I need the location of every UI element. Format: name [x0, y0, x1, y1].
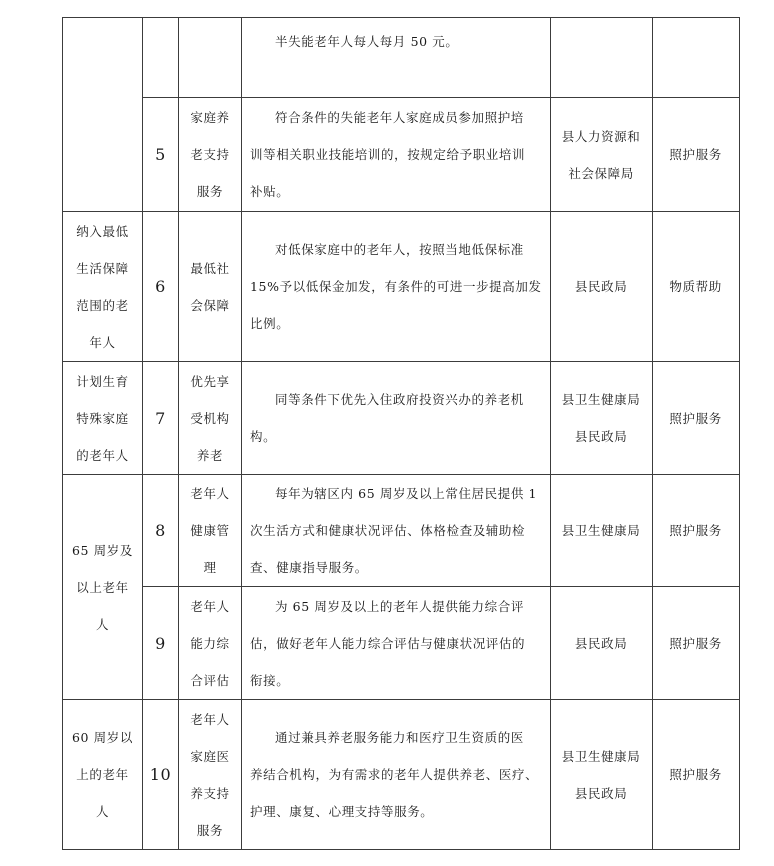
number-cell: 5	[143, 98, 179, 212]
item-line: 受机构	[190, 410, 230, 426]
department-line: 社会保障局	[568, 165, 634, 181]
group-line: 范围的老	[76, 297, 129, 313]
item-cell	[179, 475, 242, 587]
description-cell	[242, 18, 551, 98]
item-line: 服务	[196, 822, 224, 838]
description-cell	[242, 98, 551, 212]
description-line: 符合条件的失能老年人家庭成员参加照护培	[275, 110, 524, 125]
description-line: 通过兼具养老服务能力和医疗卫生资质的医	[275, 730, 524, 745]
description-line: 护理、康复、心理支持等服务。	[250, 804, 434, 819]
group-line: 上的老年	[76, 767, 129, 782]
item-line: 理	[203, 560, 217, 575]
service-type-cell: 照护服务	[652, 362, 739, 475]
group-line: 人	[95, 804, 110, 819]
department-cell	[550, 98, 652, 212]
department-line: 县卫生健康局	[561, 523, 641, 538]
group-cell	[63, 212, 143, 362]
group-line: 65 周岁及	[72, 542, 133, 558]
table-row	[63, 587, 740, 700]
department-line: 县卫生健康局	[561, 392, 641, 407]
department-line: 县民政局	[574, 429, 628, 444]
group-cell	[63, 700, 143, 850]
description-line: 构。	[250, 429, 277, 444]
description-line: 半失能老年人每人每月 50 元。	[275, 34, 459, 49]
item-cell	[179, 18, 242, 98]
department-cell	[550, 362, 652, 475]
item-cell	[179, 212, 242, 362]
description-cell	[242, 700, 551, 850]
table-row	[63, 475, 740, 587]
number-cell	[143, 18, 179, 98]
service-type-cell: 照护服务	[652, 98, 739, 212]
department-cell	[550, 700, 652, 850]
group-line: 生活保障	[76, 260, 129, 276]
number-cell: 10	[143, 700, 179, 850]
department-line: 县民政局	[574, 279, 628, 294]
description-cell	[242, 212, 551, 362]
service-type-cell: 照护服务	[652, 587, 739, 700]
group-line: 特殊家庭	[76, 410, 129, 426]
department-cell	[550, 18, 652, 98]
item-cell	[179, 587, 242, 700]
service-type-cell: 照护服务	[652, 475, 739, 587]
department-cell	[550, 475, 652, 587]
description-line: 估，做好老年人能力综合评估与健康状况评估的	[250, 635, 526, 651]
item-line: 养老	[196, 447, 224, 463]
description-line: 比例。	[250, 316, 290, 331]
description-line: 查、健康指导服务。	[250, 560, 368, 575]
description-line: 养结合机构，为有需求的老年人提供养老、医疗、	[250, 767, 539, 782]
description-cell	[242, 362, 551, 475]
table-row	[63, 362, 740, 475]
item-line: 服务	[196, 184, 224, 199]
item-line: 能力综	[190, 635, 230, 651]
group-cell	[63, 18, 143, 212]
description-line: 次生活方式和健康状况评估、体格检查及辅助检	[250, 523, 526, 538]
description-line: 为 65 周岁及以上的老年人提供能力综合评	[275, 598, 524, 614]
number-cell: 7	[143, 362, 179, 475]
number-cell: 8	[143, 475, 179, 587]
table-row	[63, 700, 740, 850]
description-line: 补贴。	[250, 184, 290, 199]
item-line: 老支持	[190, 147, 230, 162]
item-cell	[179, 700, 242, 850]
service-type-cell	[652, 18, 739, 98]
group-line: 的老年人	[76, 447, 129, 463]
item-line: 最低社	[190, 260, 230, 276]
service-type-cell: 物质帮助	[652, 212, 739, 362]
department-line: 县民政局	[574, 785, 628, 801]
item-cell	[179, 98, 242, 212]
group-line: 计划生育	[76, 373, 129, 389]
item-line: 老年人	[190, 598, 230, 614]
description-line: 每年为辖区内 65 周岁及以上常住居民提供 1	[275, 486, 538, 501]
group-cell	[63, 362, 143, 475]
group-cell	[63, 475, 143, 700]
item-line: 家庭养	[190, 110, 230, 125]
table-row	[63, 212, 740, 362]
group-line: 60 周岁以	[72, 730, 133, 745]
number-cell: 6	[143, 212, 179, 362]
elderly-services-table	[62, 17, 740, 850]
number-cell: 9	[143, 587, 179, 700]
item-cell	[179, 362, 242, 475]
department-line: 县人力资源和	[561, 128, 641, 144]
item-line: 优先享	[190, 373, 230, 389]
description-line: 衔接。	[250, 672, 290, 688]
item-line: 养支持	[190, 785, 230, 801]
table-row	[63, 18, 740, 98]
service-type-cell: 照护服务	[652, 700, 739, 850]
department-line: 县民政局	[574, 635, 628, 651]
table-row	[63, 98, 740, 212]
description-cell	[242, 475, 551, 587]
item-line: 老年人	[190, 486, 230, 501]
description-line: 15%予以低保金加发，有条件的可进一步提高加发	[250, 279, 542, 294]
item-line: 健康管	[190, 523, 230, 538]
description-line: 训等相关职业技能培训的，按规定给予职业培训	[250, 147, 526, 162]
group-line: 以上老年	[76, 579, 129, 595]
description-line: 同等条件下优先入住政府投资兴办的养老机	[275, 392, 524, 407]
item-line: 老年人	[190, 711, 230, 727]
item-line: 会保障	[190, 297, 230, 313]
department-cell	[550, 587, 652, 700]
department-line: 县卫生健康局	[561, 748, 641, 764]
description-cell	[242, 587, 551, 700]
group-line: 年人	[89, 334, 116, 350]
description-line: 对低保家庭中的老年人，按照当地低保标准	[275, 242, 524, 257]
department-cell	[550, 212, 652, 362]
item-line: 家庭医	[190, 748, 230, 764]
group-line: 人	[95, 616, 110, 632]
group-line: 纳入最低	[76, 223, 129, 239]
item-line: 合评估	[190, 672, 230, 688]
